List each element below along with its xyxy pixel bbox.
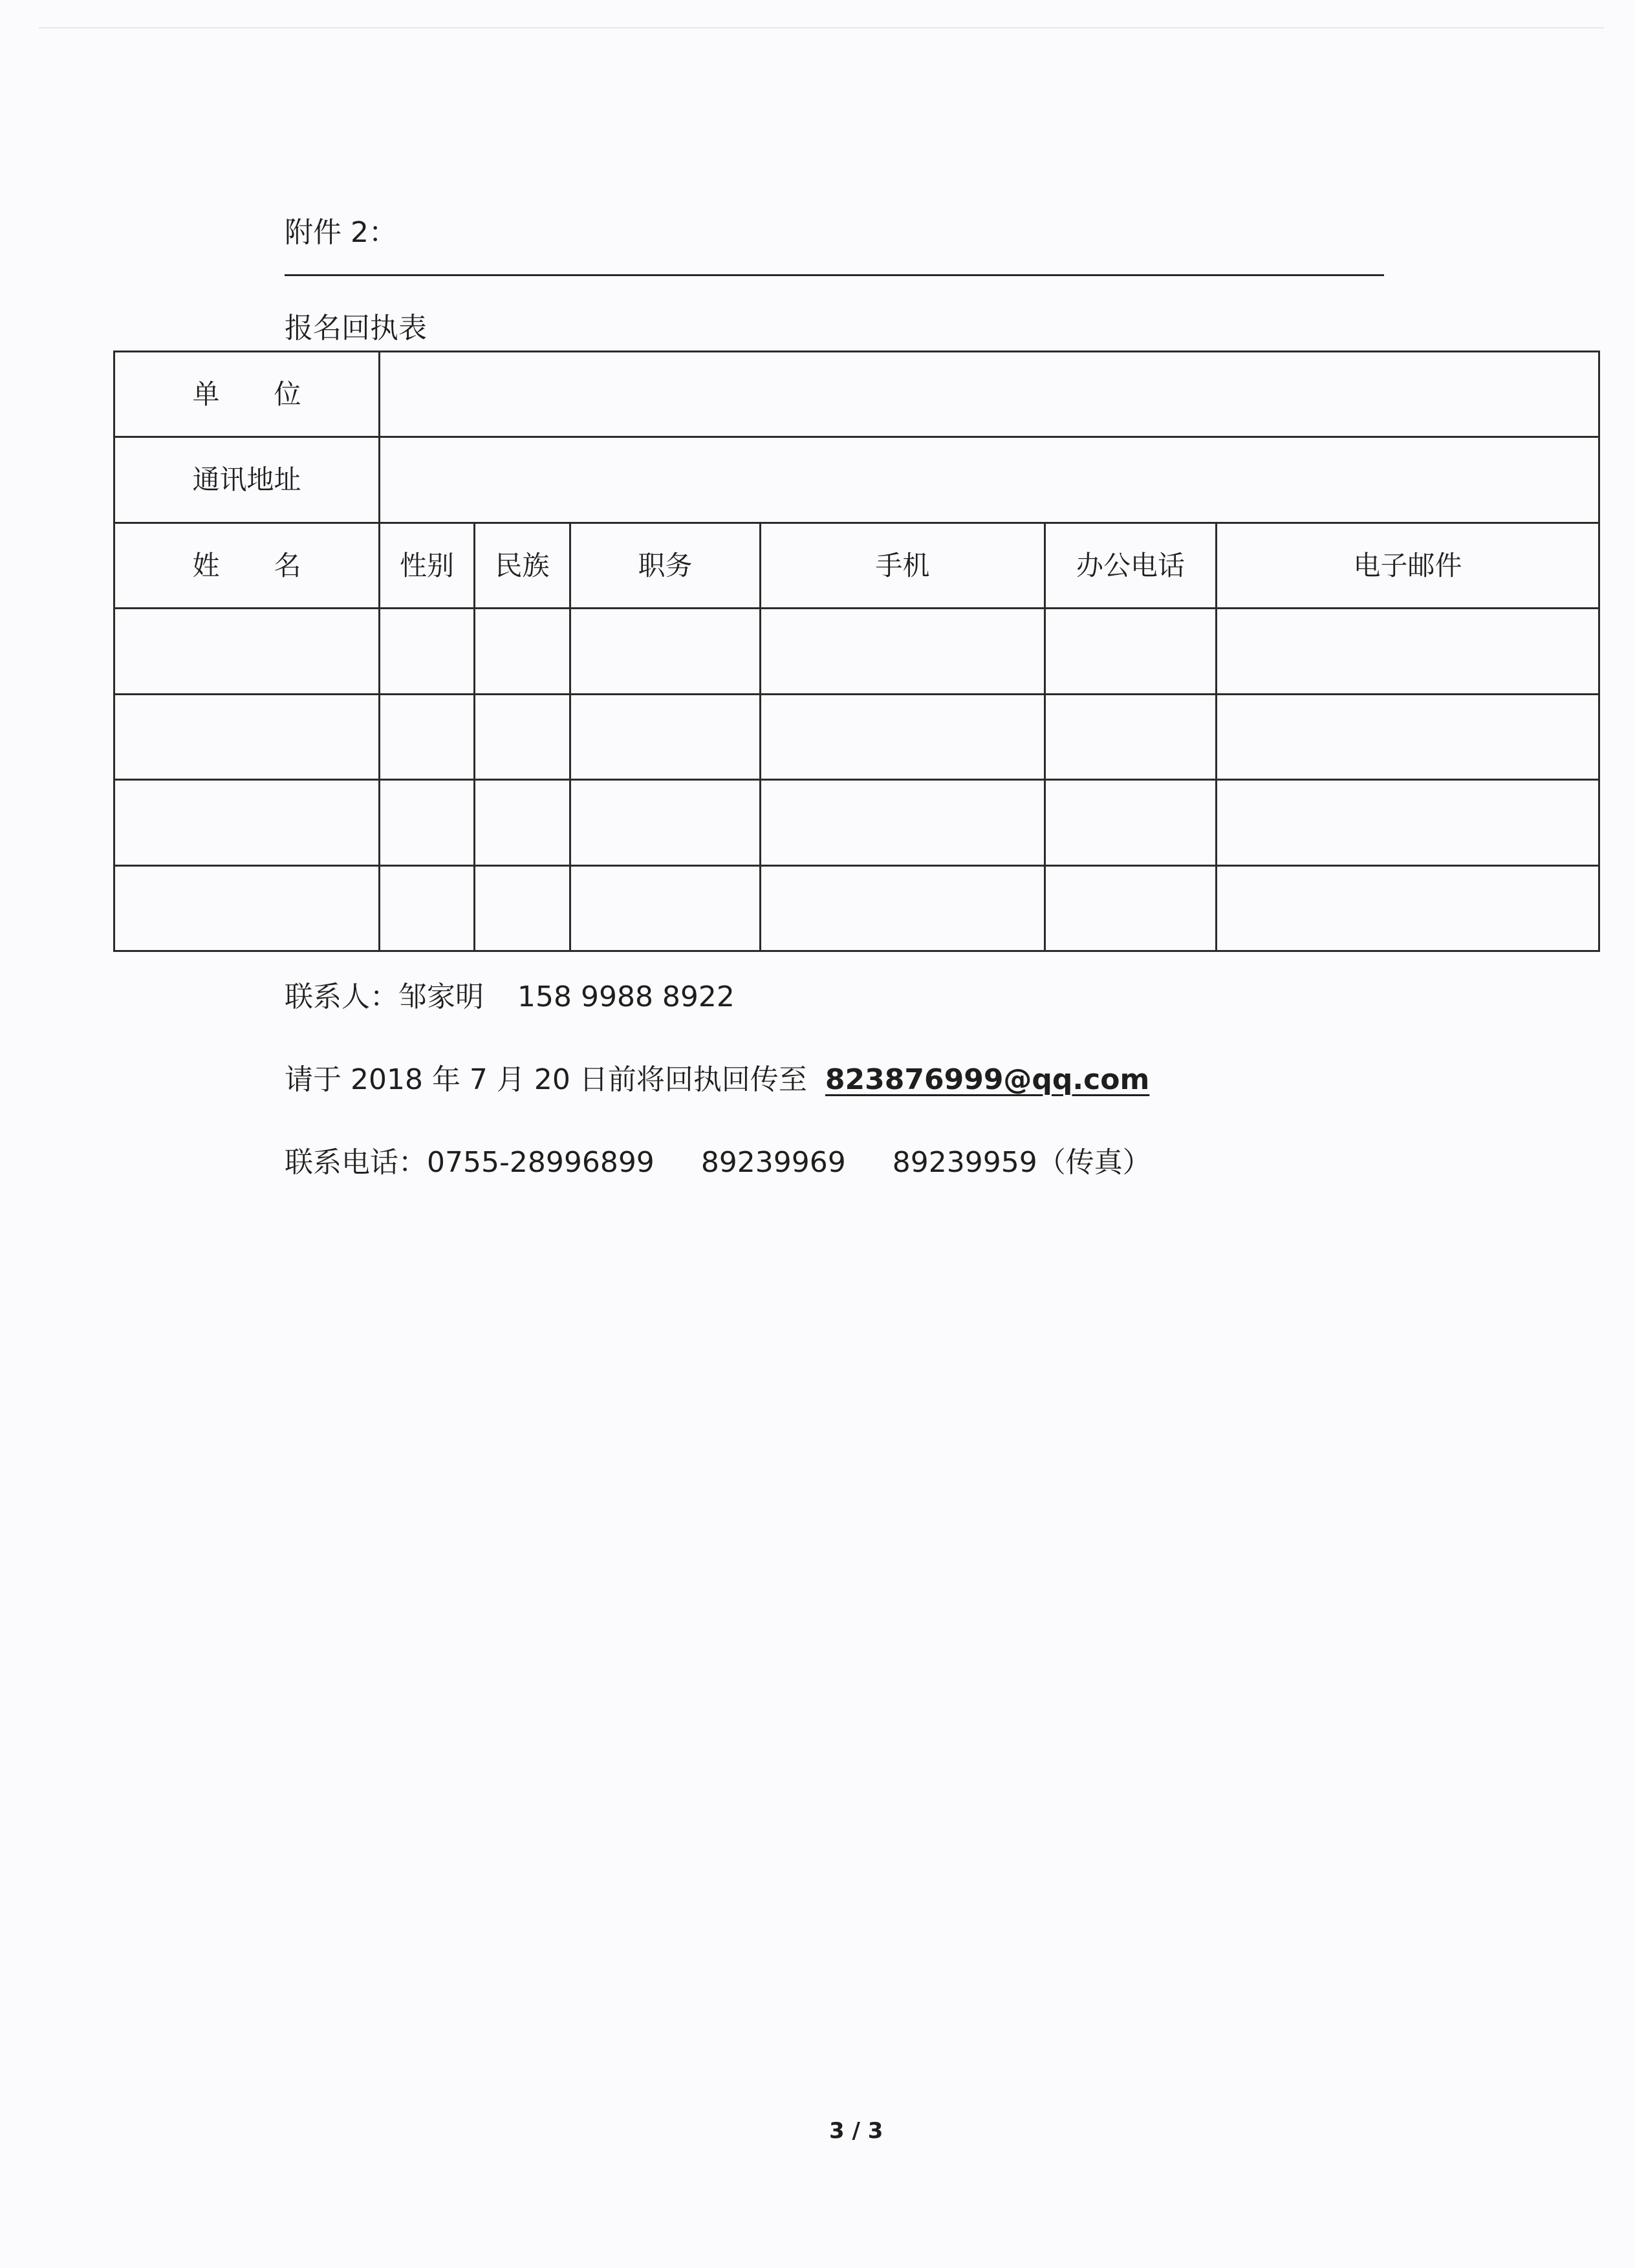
- email-cell[interactable]: [1217, 609, 1599, 694]
- position-cell[interactable]: [570, 780, 761, 865]
- form-title: 报名回执表: [285, 312, 427, 345]
- contact-mobile: 158 9988 8922: [517, 980, 735, 1013]
- deadline-line: [285, 1063, 1150, 1096]
- divider-line: [285, 274, 1384, 276]
- table-row-address: [114, 437, 1599, 523]
- table-row: [114, 865, 1599, 951]
- office-phone-cell[interactable]: [1045, 780, 1217, 865]
- gender-cell[interactable]: [380, 694, 475, 779]
- email-cell[interactable]: [1217, 694, 1599, 779]
- header-position: 职务: [570, 523, 761, 608]
- ethnicity-cell[interactable]: [475, 865, 570, 951]
- office-phone-cell[interactable]: [1045, 609, 1217, 694]
- table-header-row: [114, 523, 1599, 608]
- attachment-label: 附件 2：: [285, 216, 397, 249]
- contact-phone-2: 89239969: [700, 1146, 846, 1179]
- page-number: 3 / 3: [829, 2118, 883, 2144]
- ethnicity-cell[interactable]: [475, 609, 570, 694]
- reply-email-link[interactable]: 823876999@qq.com: [825, 1063, 1150, 1096]
- name-cell[interactable]: [114, 865, 380, 951]
- deadline-text: 请于 2018 年 7 月 20 日前将回执回传至: [285, 1063, 807, 1096]
- gender-cell[interactable]: [380, 609, 475, 694]
- name-cell[interactable]: [114, 609, 380, 694]
- registration-form-table: [113, 351, 1600, 952]
- table-row: [114, 609, 1599, 694]
- table-row: [114, 694, 1599, 779]
- address-label-cell: 通讯地址: [114, 437, 380, 523]
- ethnicity-cell[interactable]: [475, 780, 570, 865]
- phone-line: [285, 1146, 1151, 1179]
- fax-number: 89239959（传真）: [892, 1146, 1151, 1179]
- table-row-unit: [114, 352, 1599, 437]
- mobile-cell[interactable]: [761, 609, 1045, 694]
- mobile-cell[interactable]: [761, 780, 1045, 865]
- name-cell[interactable]: [114, 694, 380, 779]
- table-row: [114, 780, 1599, 865]
- ethnicity-cell[interactable]: [475, 694, 570, 779]
- header-name: 姓 名: [114, 523, 380, 608]
- header-email: 电子邮件: [1217, 523, 1599, 608]
- header-ethnicity: 民族: [475, 523, 570, 608]
- header-mobile: 手机: [761, 523, 1045, 608]
- mobile-cell[interactable]: [761, 694, 1045, 779]
- position-cell[interactable]: [570, 694, 761, 779]
- scan-edge: [39, 27, 1604, 28]
- header-office-phone: 办公电话: [1045, 523, 1217, 608]
- position-cell[interactable]: [570, 865, 761, 951]
- gender-cell[interactable]: [380, 865, 475, 951]
- email-cell[interactable]: [1217, 865, 1599, 951]
- office-phone-cell[interactable]: [1045, 694, 1217, 779]
- contact-phone: 联系电话：0755-28996899: [285, 1146, 655, 1179]
- name-cell[interactable]: [114, 780, 380, 865]
- position-cell[interactable]: [570, 609, 761, 694]
- address-input-cell[interactable]: [380, 437, 1599, 523]
- unit-label-cell: 单 位: [114, 352, 380, 437]
- office-phone-cell[interactable]: [1045, 865, 1217, 951]
- mobile-cell[interactable]: [761, 865, 1045, 951]
- contact-person: 联系人：邹家明: [285, 980, 484, 1013]
- gender-cell[interactable]: [380, 780, 475, 865]
- unit-input-cell[interactable]: [380, 352, 1599, 437]
- email-cell[interactable]: [1217, 780, 1599, 865]
- contact-person-line: [285, 980, 735, 1013]
- header-gender: 性别: [380, 523, 475, 608]
